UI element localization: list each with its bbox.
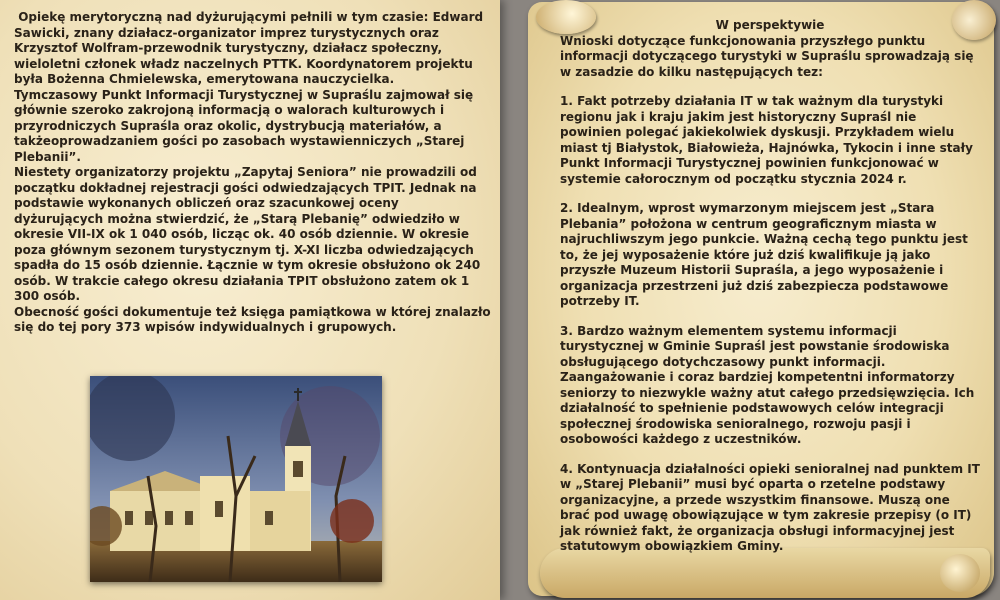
church-painting-svg <box>90 376 382 582</box>
left-text-column <box>14 10 492 336</box>
point-2: 2. Idealnym, wprost wymarzonym miejscem jest „Stara Plebania” położona w centrum geograficznym miasta w najruchliwszym jego punkcie. Ważną cechą tego punktu jest to, że jej wyposażenie które już dziś kwalifikuje ją jako przyszłe Muzeum Historii Supraśla, a jego wyposażenie i organizacja przestrzeni już dziś zabezpiecza podstawowe potrzeby IT. <box>560 201 968 308</box>
left-paragraph-3: Niestety organizatorzy projektu „Zapytaj Seniora” nie prowadzili od początku dokładnej rejestracji gości odwiedzających TPIT. Jednak na podstawie wykonanych obliczeń oraz szacunkowej oceny dyżurujących można stwierdzić, że „Starą Plebanię” odwiedziło w okresie VII-IX ok 1 040 osób, licząc ok. 40 osób dziennie. W okresie poza głównym sezonem turystycznym tj. X-XI liczba odwiedzających spadła do 15 osób dziennie. Łącznie w tym okresie obsłużono ok 240 osób. W trakcie całego okresu działania TPIT obsłużono zatem ok 1 300 osób. <box>14 165 481 303</box>
section-title: W perspektywie <box>715 18 825 32</box>
scroll-curl-bottom-decoration <box>540 548 990 598</box>
right-text-column <box>560 18 980 555</box>
point-4: 4. Kontynuacja działalności opieki senioralnej nad punktem IT w „Starej Plebanii” musi być oparta o rzetelne podstawy organizacyjne, a przede wszystkim finansowe. Muszą one brać pod uwagę obowiązujące w tym zakresie przepisy (o IT) jak również fakt, że organizacja obsługi informacyjnej jest statutowym obowiązkiem Gminy. <box>560 461 980 553</box>
point-3: 3. Bardzo ważnym elementem systemu informacji turystycznej w Gminie Supraśl jest powstanie środowiska obsługującego dotychczasowy punkt informacji. Zaangażowanie i coraz bardziej kompetentni informatorzy seniorzy to niezwykle ważny atut całego przedsięwzięcia. Ich działalność to spełnienie podstawowych celów integracji społecznej środowiska senioralnego, rozwoju pasji i osobowości każdego z uczestników. <box>560 323 975 446</box>
left-paragraph-2: Tymczasowy Punkt Informacji Turystycznej w Supraślu zajmował się głównie szeroko zakrojoną informacją o walorach kulturowych i przyrodniczych Supraśla oraz okolic, dystrybucją materiałów, a takżeoprowadzaniem gości po zasobach wystawienniczych „Starej Plebanii”. <box>14 87 474 164</box>
left-paragraph-4: Obecność gości dokumentuje też księga pamiątkowa w której znalazło się do tej pory 373 wpisów indywidualnych i grupowych. <box>14 304 491 334</box>
point-1: 1. Fakt potrzeby działania IT w tak ważnym dla turystyki regionu jak i kraju jakim jest historyczny Supraśl nie powinien polegać jakiekolwiek dyskusji. Przykładem wielu miast tj Białystok, Białowieża, Hajnówka, Tykocin i inne stały Punkt Informacji Turystycznej powinien funkcjonować w systemie całorocznym od początku stycznia 2024 r. <box>560 94 973 186</box>
scroll-curl-roll <box>940 554 980 592</box>
left-paragraph-1: Opiekę merytoryczną nad dyżurującymi pełnili w tym czasie: Edward Sawicki, znany działacz-organizator imprez turystycznych oraz Krzysztof Wolfram-przewodnik turystyczny, działacz społeczny, wieloletni członek władz naczelnych PTTK. Koordynatorem projektu była Bożenna Chmielewska, emerytowana nauczycielka. <box>14 10 484 86</box>
church-painting-image <box>90 376 382 582</box>
intro-paragraph: Wnioski dotyczące funkcjonowania przyszłego punktu informacji dotyczącego turystyki w Supraślu sprowadzają się w zasadzie do kilku następujących tez: <box>560 33 974 79</box>
